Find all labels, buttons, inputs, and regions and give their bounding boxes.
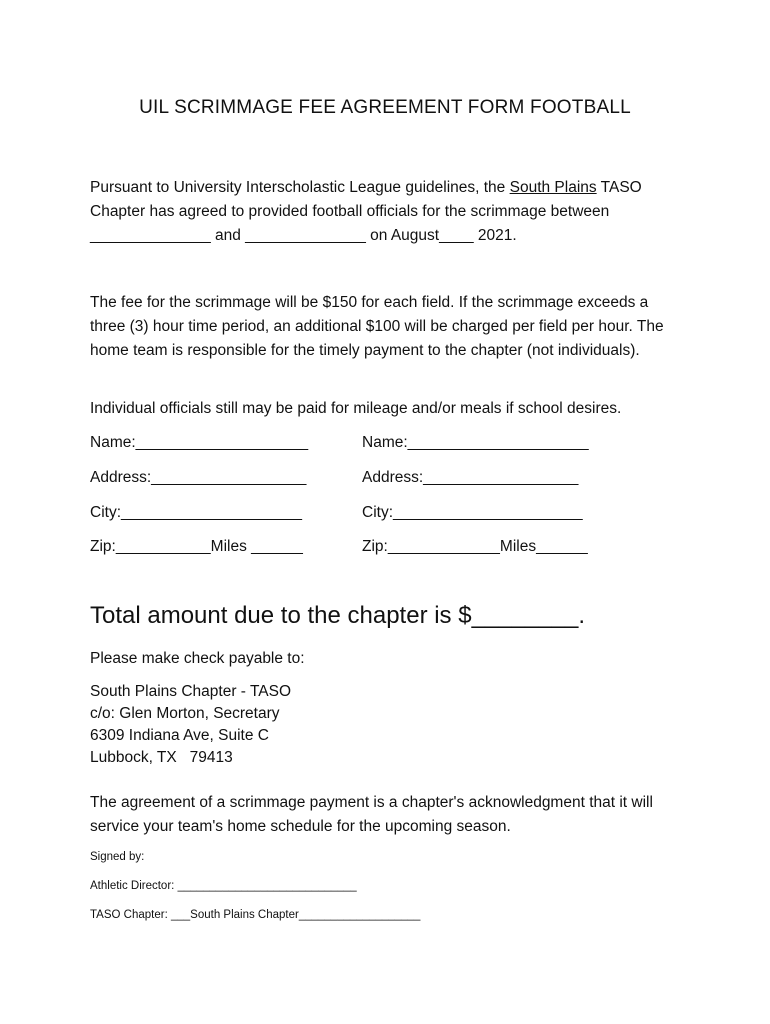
intro-prefix: Pursuant to University Interscholastic League guidelines, the [90,179,510,196]
payee-line-3: 6309 Indiana Ave, Suite C [90,727,269,744]
intro-line-3: ______________ and ______________ on August____ 2021. [90,227,517,244]
athletic-director-signature-line[interactable]: ____________________________ [177,880,357,892]
official-1-zip-miles: Zip:___________Miles ______ [90,538,303,555]
payee-line-2: c/o: Glen Morton, Secretary [90,705,280,722]
official-1-city: City:_____________________ [90,504,303,521]
official-1-name: Name:____________________ [90,434,309,451]
form-title: UIL SCRIMMAGE FEE AGREEMENT FORM FOOTBALL [139,97,631,118]
official-2-city: City:______________________ [362,504,583,521]
payee-line-4: Lubbock, TX 79413 [90,749,233,766]
acknowledgment: The agreement of a scrimmage payment is a chapter's acknowledgment that it will service your team's home schedule for the upcoming season. [90,794,653,835]
official-2-name: Name:_____________________ [362,434,589,451]
taso-chapter-label: TASO Chapter: [90,909,171,921]
official-2-zip-miles: Zip:_____________Miles______ [362,538,588,555]
signed-by-label: Signed by: [90,851,145,863]
payee-address [90,681,291,769]
mileage-note: Individual officials still may be paid for mileage and/or meals if school desires. [90,400,622,417]
intro-line-1 [90,176,642,200]
payee-line-1: South Plains Chapter - TASO [90,683,292,700]
official-2-address: Address:__________________ [362,469,579,486]
chapter-name: South Plains [509,179,597,196]
fee-paragraph: The fee for the scrimmage will be $150 for each field. If the scrimmage exceeds a three (3) hour time period, an additional $100 will be charged per field per hour. The home team is responsible for the timely payment to the chapter (not individuals). [90,294,664,359]
payable-label: Please make check payable to: [90,650,305,667]
taso-chapter-row [90,909,420,921]
official-1-address: Address:__________________ [90,469,307,486]
intro-suffix: TASO [596,179,642,196]
athletic-director-row [90,880,357,892]
total-amount-due: Total amount due to the chapter is $________. [90,602,586,629]
athletic-director-label: Athletic Director: [90,880,178,892]
taso-chapter-value[interactable]: ___South Plains Chapter___________________ [170,909,421,921]
intro-line-2: Chapter has agreed to provided football officials for the scrimmage between [90,203,610,220]
